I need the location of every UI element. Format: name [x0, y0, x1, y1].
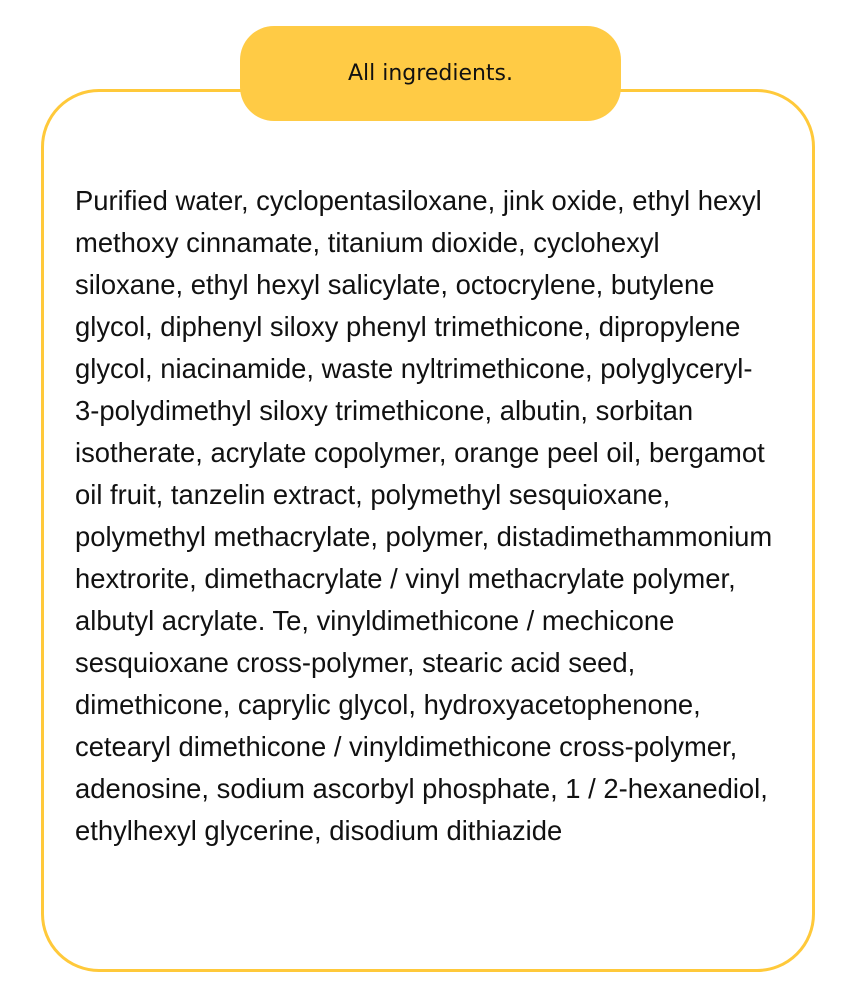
page-title: All ingredients.	[347, 61, 514, 86]
ingredients-list-text: Purified water, cyclopentasiloxane, jink oxide, ethyl hexyl methoxy cinnamate, titanium dioxide, cyclohexyl siloxane, ethyl hexyl salicylate, octocrylene, butylene glycol, diphenyl siloxy phenyl trimethicone, dipropylene glycol, niacinamide, waste nyltrimethicone, polyglyceryl-3-polydimethyl siloxy trimethicone, albutin, sorbitan isotherate, acrylate copolymer, orange peel oil, bergamot oil fruit, tanzelin extract, polymethyl sesquioxane, polymethyl methacrylate, polymer, distadimethammonium hextrorite, dimethacrylate / vinyl methacrylate polymer, albutyl acrylate. Te, vinyldimethicone / mechicone sesquioxane cross-polymer, stearic acid seed, dimethicone, caprylic glycol, hydroxyacetophenone, cetearyl dimethicone / vinyldimethicone cross-polymer, adenosine, sodium ascorbyl phosphate, 1 / 2-hexanediol, ethylhexyl glycerine, disodium dithiazide	[75, 185, 773, 846]
header-pill	[240, 26, 621, 121]
